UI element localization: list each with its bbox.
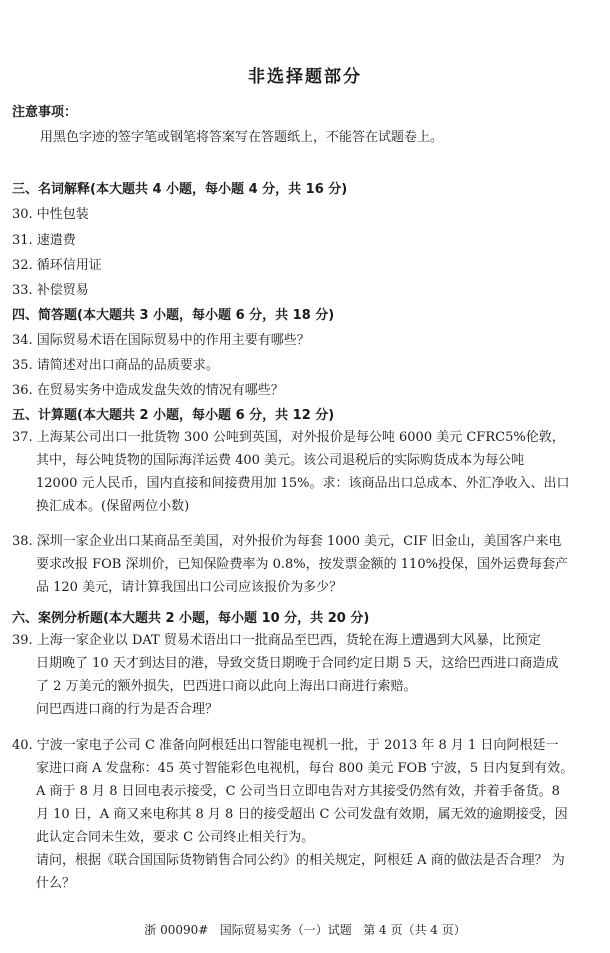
notice-heading: 注意事项： bbox=[12, 105, 78, 120]
section-heading-short-answer: 四、简答题(本大题共 3 小题，每小题 6 分，共 18 分) bbox=[12, 308, 335, 323]
question-38 bbox=[12, 530, 600, 599]
question-40-line-4: 月 10 日，A 商又来电称其 8 月 8 日的接受超出 C 公司发盘有效期，属无效的逾期接受，因 bbox=[36, 807, 568, 822]
question-36: 36. 在贸易实务中造成发盘失效的情况有哪些？ bbox=[12, 383, 284, 398]
question-37-line-3: 12000 元人民币，国内直接和间接费用加 15%。求：该商品出口总成本、外汇净收入、出口 bbox=[36, 476, 570, 491]
question-40-ask-1: 请问，根据《联合国国际货物销售合同公约》的相关规定，阿根廷 A 商的做法是否合理？ 为 bbox=[36, 853, 565, 868]
section-heading-case-analysis: 六、案例分析题(本大题共 2 小题，每小题 10 分，共 20 分) bbox=[12, 611, 370, 626]
question-39-ask: 问巴西进口商的行为是否合理？ bbox=[36, 702, 219, 717]
question-30: 30. 中性包装 bbox=[12, 207, 89, 222]
question-38-line-1: 38. 深圳一家企业出口某商品至美国，对外报价为每套 1000 美元，CIF 旧金山，美国客户来电 bbox=[12, 534, 562, 549]
section-heading-calculation: 五、计算题(本大题共 2 小题，每小题 6 分，共 12 分) bbox=[12, 408, 335, 423]
question-40-line-3: A 商于 8 月 8 日回电表示接受，C 公司当日立即电告对方其接受仍然有效，并着手备货。8 bbox=[36, 784, 560, 799]
question-33: 33. 补偿贸易 bbox=[12, 283, 89, 298]
question-35: 35. 请简述对出口商品的品质要求。 bbox=[12, 358, 219, 373]
page-footer: 浙 00090# 国际贸易实务（一）试题 第 4 页（共 4 页） bbox=[144, 923, 466, 937]
question-40-line-2: 家进口商 A 发盘称：45 英寸智能彩色电视机，每台 800 美元 FOB 宁波，5 日内复到有效。 bbox=[36, 761, 574, 776]
question-31: 31. 速遣费 bbox=[12, 233, 76, 248]
question-32: 32. 循环信用证 bbox=[12, 258, 102, 273]
page-title: 非选择题部分 bbox=[248, 67, 362, 87]
question-38-line-3: 品 120 美元，请计算我国出口公司应该报价为多少？ bbox=[36, 580, 343, 595]
question-39-line-1: 39. 上海一家企业以 DAT 贸易术语出口一批商品至巴西，货轮在海上遭遇到大风暴，比预定 bbox=[12, 633, 541, 648]
question-37-line-4: 换汇成本。(保留两位小数) bbox=[36, 499, 190, 514]
section-heading-terms: 三、名词解释(本大题共 4 小题，每小题 4 分，共 16 分) bbox=[12, 182, 348, 197]
question-39-line-2: 日期晚了 10 天才到达目的港，导致交货日期晚于合同约定日期 5 天，这给巴西进口商造成 bbox=[36, 656, 559, 671]
question-40-line-1: 40. 宁波一家电子公司 C 准备向阿根廷出口智能电视机一批，于 2013 年 8 月 1 日向阿根廷一 bbox=[12, 738, 559, 753]
question-37-line-1: 37. 上海某公司出口一批货物 300 公吨到英国，对外报价是每公吨 6000 美元 CFRC5%伦敦， bbox=[12, 430, 565, 445]
question-40 bbox=[12, 734, 600, 895]
question-40-line-5: 此认定合同未生效，要求 C 公司终止相关行为。 bbox=[36, 830, 315, 845]
question-37-line-2: 其中，每公吨货物的国际海洋运费 400 美元。该公司退税后的实际购货成本为每公吨 bbox=[36, 453, 525, 468]
question-37 bbox=[12, 426, 600, 518]
notice-text: 用黑色字迹的签字笔或钢笔将答案写在答题纸上，不能答在试题卷上。 bbox=[40, 130, 444, 145]
question-39 bbox=[12, 629, 600, 721]
question-39-line-3: 了 2 万美元的额外损失，巴西进口商以此向上海出口商进行索赔。 bbox=[36, 679, 417, 694]
question-40-ask-2: 什么？ bbox=[36, 876, 76, 891]
question-34: 34. 国际贸易术语在国际贸易中的作用主要有哪些？ bbox=[12, 333, 310, 348]
question-38-line-2: 要求改报 FOB 深圳价，已知保险费率为 0.8%，按发票金额的 110%投保，国外运费每套产 bbox=[36, 557, 568, 572]
